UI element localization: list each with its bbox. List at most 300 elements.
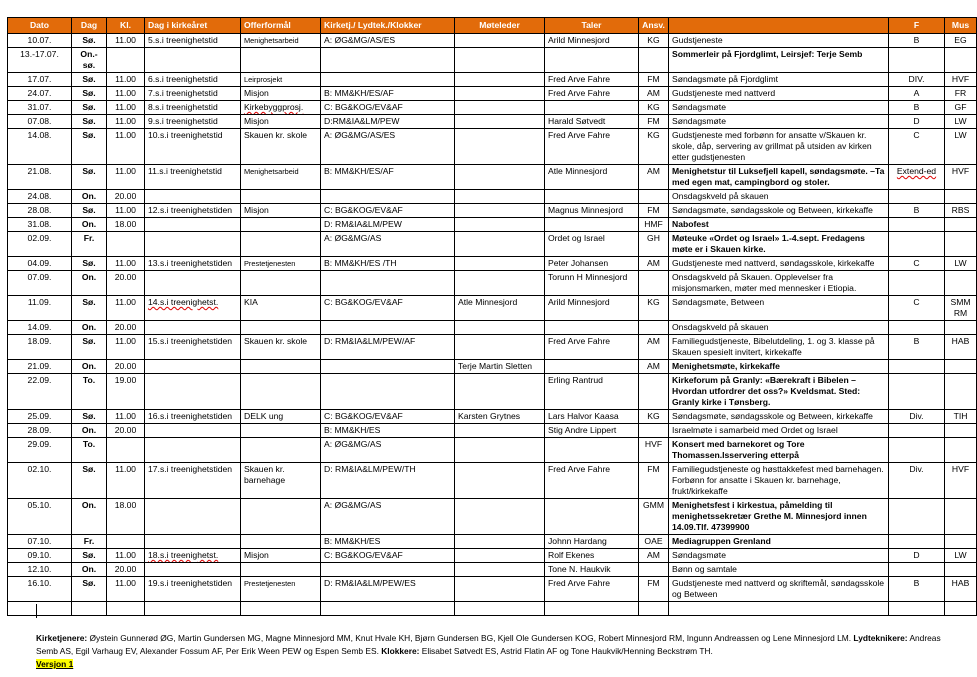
cell-ansv: AM [639,335,669,360]
cell-f: B [889,335,945,360]
cell-offer [241,424,321,438]
schedule-document [7,17,977,616]
kirketjenere-label: Kirketjenere: [36,633,88,643]
cell-kirkear: 14.s.i treenighetst. [145,296,241,321]
cell-f [889,563,945,577]
col-header-offer: Offerformål [241,18,321,34]
cell-innhold: Gudstjeneste med nattverd [669,87,889,101]
cell-f [889,360,945,374]
cell-offer [241,535,321,549]
cell-dag: On. [72,499,107,535]
cell-f: C [889,129,945,165]
cell-offer [241,232,321,257]
cell-kirketjener: C: BG&KOG/EV&AF [321,410,455,424]
cell-f: Div. [889,463,945,499]
cell-dato [8,602,72,616]
cell-moteleder [455,165,545,190]
cell-offer [241,360,321,374]
cell-kl [107,48,145,73]
cell-innhold: Søndagsmøte [669,101,889,115]
cell-kirkear [145,360,241,374]
cell-ansv: AM [639,257,669,271]
cell-offer [241,499,321,535]
cell-f: D [889,115,945,129]
cell-dag: On. [72,360,107,374]
cell-kirkear: 18.s.i treenighetst. [145,549,241,563]
lydteknikere-text: Andreas Semb AS, Egil Varhaug EV, Alexander Fossum AF, Per Erik Ween PEW og Espen Semb ES. [36,633,941,656]
cell-kirketjener: B: MM&KH/ES [321,424,455,438]
cell-mus [945,360,977,374]
cell-offer: Skauen kr. barnehage [241,463,321,499]
cell-f [889,602,945,616]
cell-ansv [639,563,669,577]
table-row [8,535,977,549]
table-row [8,101,977,115]
schedule-body [8,34,977,616]
col-header-kirkear: Dag i kirkeåret [145,18,241,34]
cell-taler [545,101,639,115]
cell-kl: 18.00 [107,499,145,535]
cell-kirkear: 10.s.i treenighetstid [145,129,241,165]
cell-offer [241,563,321,577]
cell-taler: Atle Minnesjord [545,165,639,190]
cell-innhold: Onsdagskveld på Skauen. Opplevelser fra misjonsmarken, møter med mennesker i Etiopia. [669,271,889,296]
cell-dato: 13.-17.07. [8,48,72,73]
cell-offer: KIA [241,296,321,321]
kirketjenere-text: Øystein Gunnerød ØG, Martin Gundersen MG, Magne Minnesjord MM, Knut Hvale KH, Bjørn Gundersen BG, Kjell Ole Gundersen KOG, Robert Minnesjord RM, Ingunn Andreassen og Lene Minnesjord LM. [89,633,852,643]
cell-kl: 20.00 [107,271,145,296]
cell-moteleder [455,129,545,165]
cell-ansv [639,374,669,410]
cell-kirkear [145,190,241,204]
cell-dato: 21.09. [8,360,72,374]
cell-taler: Johnn Hardang [545,535,639,549]
cell-f: A [889,87,945,101]
cell-offer: Skauen kr. skole [241,129,321,165]
cell-f: Extend-ed [889,165,945,190]
cell-dag: Sø. [72,463,107,499]
cell-ansv [639,321,669,335]
cell-kirkear: 8.s.i treenighetstid [145,101,241,115]
cell-moteleder [455,271,545,296]
cell-f: B [889,577,945,602]
cell-mus: RBS [945,204,977,218]
cell-innhold: Mediagruppen Grenland [669,535,889,549]
cell-kl: 18.00 [107,218,145,232]
cell-dag: Fr. [72,535,107,549]
table-row [8,48,977,73]
col-header-dato: Dato [8,18,72,34]
cell-mus: HAB [945,577,977,602]
table-header-row [8,18,977,34]
cell-ansv: OAE [639,535,669,549]
cell-innhold: Søndagsmøte, søndagsskole og Between, kirkekaffe [669,204,889,218]
cell-mus [945,499,977,535]
cell-dag: Sø. [72,165,107,190]
cell-kirketjener [321,321,455,335]
cell-offer: Skauen kr. skole [241,335,321,360]
cell-moteleder [455,190,545,204]
cell-dag: Sø. [72,257,107,271]
cell-ansv: GH [639,232,669,257]
cell-kirkear [145,271,241,296]
cell-innhold: Kirkeforum på Granly: «Bærekraft i Bibelen – Hvordan utfordrer det oss?» Kveldsmat. Sted: Granly kirke i Tønsberg. [669,374,889,410]
cell-kl: 11.00 [107,463,145,499]
cell-offer: Prestetjenesten [241,257,321,271]
cell-offer: Kirkebyggprosj. [241,101,321,115]
cell-taler [545,499,639,535]
cell-moteleder [455,48,545,73]
table-row [8,257,977,271]
cell-f [889,535,945,549]
table-row [8,218,977,232]
cell-kl: 11.00 [107,296,145,321]
cell-taler: Arild Minnesjord [545,34,639,48]
cell-kirketjener [321,271,455,296]
cell-kl [107,602,145,616]
cell-ansv [639,602,669,616]
cell-dato: 09.10. [8,549,72,563]
col-header-kl: Kl. [107,18,145,34]
cell-dag: Sø. [72,115,107,129]
version-label: Versjon 1 [36,659,74,669]
cell-moteleder: Atle Minnesjord [455,296,545,321]
cell-dato: 05.10. [8,499,72,535]
cell-dato: 07.10. [8,535,72,549]
cell-taler: Fred Arve Fahre [545,129,639,165]
cell-dato: 04.09. [8,257,72,271]
col-header-innhold [669,18,889,34]
cell-mus: HVF [945,165,977,190]
cell-ansv: FM [639,577,669,602]
cell-kirketjener: A: ØG&MG/AS [321,499,455,535]
cell-taler [545,360,639,374]
cell-offer [241,321,321,335]
cell-innhold: Sommerleir på Fjordglimt, Leirsjef: Terje Semb [669,48,889,73]
cell-ansv: FM [639,204,669,218]
cell-innhold: Møteuke «Ordet og Israel» 1.-4.sept. Fredagens møte er i Skauen kirke. [669,232,889,257]
cell-mus [945,602,977,616]
cell-offer [241,602,321,616]
cell-dag: Sø. [72,296,107,321]
cell-kirketjener [321,190,455,204]
cell-moteleder [455,87,545,101]
cell-taler: Tone N. Haukvik [545,563,639,577]
cell-innhold: Menighetstur til Luksefjell kapell, søndagsmøte. –Ta med egen mat, campingbord og stoler. [669,165,889,190]
cell-kirkear [145,321,241,335]
cell-moteleder [455,321,545,335]
cell-mus: LW [945,549,977,563]
col-header-moteleder: Møteleder [455,18,545,34]
cell-f [889,424,945,438]
cell-mus [945,48,977,73]
cell-kirketjener: B: MM&KH/ES/AF [321,87,455,101]
cell-taler: Fred Arve Fahre [545,335,639,360]
cell-innhold: Nabofest [669,218,889,232]
cell-taler: Fred Arve Fahre [545,463,639,499]
cell-offer [241,218,321,232]
cell-f [889,438,945,463]
cell-offer: Misjon [241,204,321,218]
cell-mus: TIH [945,410,977,424]
cell-dato: 14.08. [8,129,72,165]
cell-dag: Sø. [72,129,107,165]
cell-dag: On. [72,563,107,577]
cell-innhold: Gudstjeneste med nattverd og skriftemål, søndagsskole og Between [669,577,889,602]
cell-mus: SMM RM [945,296,977,321]
cell-dag [72,602,107,616]
cell-kirketjener: C: BG&KOG/EV&AF [321,204,455,218]
cell-moteleder [455,535,545,549]
schedule-table [7,17,977,616]
cell-kirkear [145,374,241,410]
cell-kirketjener: A: ØG&MG/AS/ES [321,34,455,48]
table-row [8,410,977,424]
cell-taler [545,218,639,232]
cell-dato: 18.09. [8,335,72,360]
cell-mus: FR [945,87,977,101]
cell-innhold: Gudstjeneste med forbønn for ansatte v/Skauen kr. skole, dåp, servering av grillmat på utsiden av kirken etter gudstjenesten [669,129,889,165]
cell-taler: Stig Andre Lippert [545,424,639,438]
cell-kirkear [145,424,241,438]
cell-ansv: FM [639,73,669,87]
cell-dag: On. [72,424,107,438]
cell-taler: Torunn H Minnesjord [545,271,639,296]
cell-moteleder [455,73,545,87]
cell-dato: 02.10. [8,463,72,499]
cell-offer: Prestetjenesten [241,577,321,602]
cell-innhold: Menighetsfest i kirkestua, påmelding til menighetssekretær Grethe M. Minnesjord innen 14.09.Tlf. 47399900 [669,499,889,535]
cell-dag: Fr. [72,232,107,257]
cell-ansv: KG [639,34,669,48]
cell-taler: Arild Minnesjord [545,296,639,321]
cell-taler [545,438,639,463]
cell-dato: 28.08. [8,204,72,218]
cell-kirkear [145,563,241,577]
cell-kl: 11.00 [107,129,145,165]
table-row [8,360,977,374]
cell-kirkear: 12.s.i treenighetstiden [145,204,241,218]
cell-ansv: AM [639,360,669,374]
cell-kirkear: 16.s.i treenighetstiden [145,410,241,424]
cell-kirkear: 6.s.i treenighetstid [145,73,241,87]
cell-kl: 20.00 [107,321,145,335]
cell-kirketjener: A: ØG&MG/AS/ES [321,129,455,165]
cell-innhold: Gudstjeneste med nattverd, søndagsskole, kirkekaffe [669,257,889,271]
table-row [8,73,977,87]
cell-taler [545,190,639,204]
cell-kirketjener [321,563,455,577]
table-row [8,438,977,463]
cell-f: C [889,296,945,321]
cell-f [889,321,945,335]
cell-ansv: AM [639,165,669,190]
cell-kirketjener [321,374,455,410]
cell-f: B [889,204,945,218]
cell-f: B [889,34,945,48]
cell-kl: 19.00 [107,374,145,410]
col-header-kirketjener: Kirketj./ Lydtek./Klokker [321,18,455,34]
cell-kl: 20.00 [107,190,145,204]
cell-innhold: Søndagsmøte [669,549,889,563]
cell-kl: 11.00 [107,165,145,190]
cell-kl: 11.00 [107,410,145,424]
col-header-ansv: Ansv. [639,18,669,34]
table-row [8,463,977,499]
cell-dag: On. [72,218,107,232]
table-row [8,335,977,360]
cell-offer [241,271,321,296]
cell-taler [545,48,639,73]
cell-dag: Sø. [72,101,107,115]
col-header-mus: Mus [945,18,977,34]
table-row [8,499,977,535]
cell-taler: Ordet og Israel [545,232,639,257]
cell-kirkear: 9.s.i treenighetstid [145,115,241,129]
cell-dag: On. [72,321,107,335]
cell-kirketjener: D: RM&IA&LM/PEW [321,218,455,232]
cell-kl: 11.00 [107,115,145,129]
cell-offer: Menighetsarbeid [241,34,321,48]
cell-kl: 11.00 [107,73,145,87]
cell-offer: Misjon [241,549,321,563]
cell-dato: 24.08. [8,190,72,204]
cell-mus: GF [945,101,977,115]
cell-dato: 07.08. [8,115,72,129]
cell-kirkear: 17.s.i treenighetstiden [145,463,241,499]
cell-kirketjener: D: RM&IA&LM/PEW/AF [321,335,455,360]
cell-kirketjener: C: BG&KOG/EV&AF [321,296,455,321]
cell-dato: 10.07. [8,34,72,48]
cell-offer: Misjon [241,87,321,101]
cell-dato: 31.08. [8,218,72,232]
cell-kirkear: 7.s.i treenighetstid [145,87,241,101]
cell-ansv [639,424,669,438]
cell-kirketjener: A: ØG&MG/AS [321,438,455,463]
table-row [8,424,977,438]
cell-dag: Sø. [72,549,107,563]
cell-kirkear [145,499,241,535]
cell-kl: 20.00 [107,424,145,438]
cell-kirketjener: D:RM&IA&LM/PEW [321,115,455,129]
cell-kl [107,438,145,463]
cell-dato: 11.09. [8,296,72,321]
cell-kl: 11.00 [107,87,145,101]
cell-kirkear: 5.s.i treenighetstid [145,34,241,48]
cell-dato: 02.09. [8,232,72,257]
cell-kl [107,535,145,549]
cell-innhold: Familiegudstjeneste, Bibelutdeling, 1. og 3. klasse på Skauen spesielt invitert, kirkekaffe [669,335,889,360]
cell-moteleder [455,602,545,616]
cell-kl: 20.00 [107,360,145,374]
cell-mus: HAB [945,335,977,360]
table-row [8,321,977,335]
cell-dato: 29.09. [8,438,72,463]
cell-dato: 12.10. [8,563,72,577]
cell-kirkear [145,438,241,463]
cell-taler: Fred Arve Fahre [545,577,639,602]
cell-moteleder [455,499,545,535]
cell-f [889,218,945,232]
cell-innhold: Familiegudstjeneste og høsttakkefest med barnehagen. Forbønn for ansatte i Skauen kr. barnehage, frukt/kirkekaffe [669,463,889,499]
cell-kl: 11.00 [107,549,145,563]
cell-f: DIV. [889,73,945,87]
cell-mus [945,232,977,257]
cell-offer [241,48,321,73]
cell-ansv: KG [639,296,669,321]
cell-taler: Magnus Minnesjord [545,204,639,218]
cell-dag: Sø. [72,335,107,360]
cell-kirkear: 15.s.i treenighetstiden [145,335,241,360]
cell-kirkear: 11.s.i treenighetstid [145,165,241,190]
cell-mus: LW [945,115,977,129]
cell-mus [945,321,977,335]
cell-offer [241,190,321,204]
cell-mus [945,374,977,410]
cell-kirkear [145,602,241,616]
footer-notes [36,632,961,671]
klokkere-label: Klokkere: [381,646,420,656]
cell-kirketjener: B: MM&KH/ES /TH [321,257,455,271]
cell-kl: 11.00 [107,204,145,218]
cell-mus [945,438,977,463]
cell-ansv: KG [639,129,669,165]
cell-ansv [639,48,669,73]
cell-dato: 14.09. [8,321,72,335]
cell-taler: Rolf Ekenes [545,549,639,563]
cell-innhold: Søndagsmøte [669,115,889,129]
cell-f: C [889,257,945,271]
table-row [8,296,977,321]
cell-taler [545,321,639,335]
cell-innhold: Søndagsmøte, Between [669,296,889,321]
table-row [8,602,977,616]
cell-innhold: Onsdagskveld på skauen [669,321,889,335]
cell-mus: LW [945,257,977,271]
cell-innhold: Onsdagskveld på skauen [669,190,889,204]
cell-kl: 11.00 [107,257,145,271]
cell-taler: Harald Søtvedt [545,115,639,129]
cell-moteleder [455,438,545,463]
cell-kirketjener [321,73,455,87]
cell-innhold: Menighetsmøte, kirkekaffe [669,360,889,374]
cell-offer: Menighetsarbeid [241,165,321,190]
cell-moteleder [455,463,545,499]
table-row [8,190,977,204]
cell-dato: 22.09. [8,374,72,410]
cell-moteleder [455,115,545,129]
cell-kirketjener [321,48,455,73]
cell-kirketjener [321,602,455,616]
cell-taler: Fred Arve Fahre [545,73,639,87]
cell-kirketjener: D: RM&IA&LM/PEW/ES [321,577,455,602]
cell-kirkear: 19.s.i treenighetstiden [145,577,241,602]
cell-f [889,271,945,296]
cell-dato: 25.09. [8,410,72,424]
cell-ansv: FM [639,463,669,499]
cell-moteleder [455,101,545,115]
table-row [8,271,977,296]
cell-f [889,48,945,73]
cell-moteleder [455,563,545,577]
table-row [8,129,977,165]
table-row [8,374,977,410]
cell-kirkear [145,218,241,232]
cell-mus [945,271,977,296]
table-row [8,232,977,257]
cell-dato: 16.10. [8,577,72,602]
cell-dag: To. [72,374,107,410]
